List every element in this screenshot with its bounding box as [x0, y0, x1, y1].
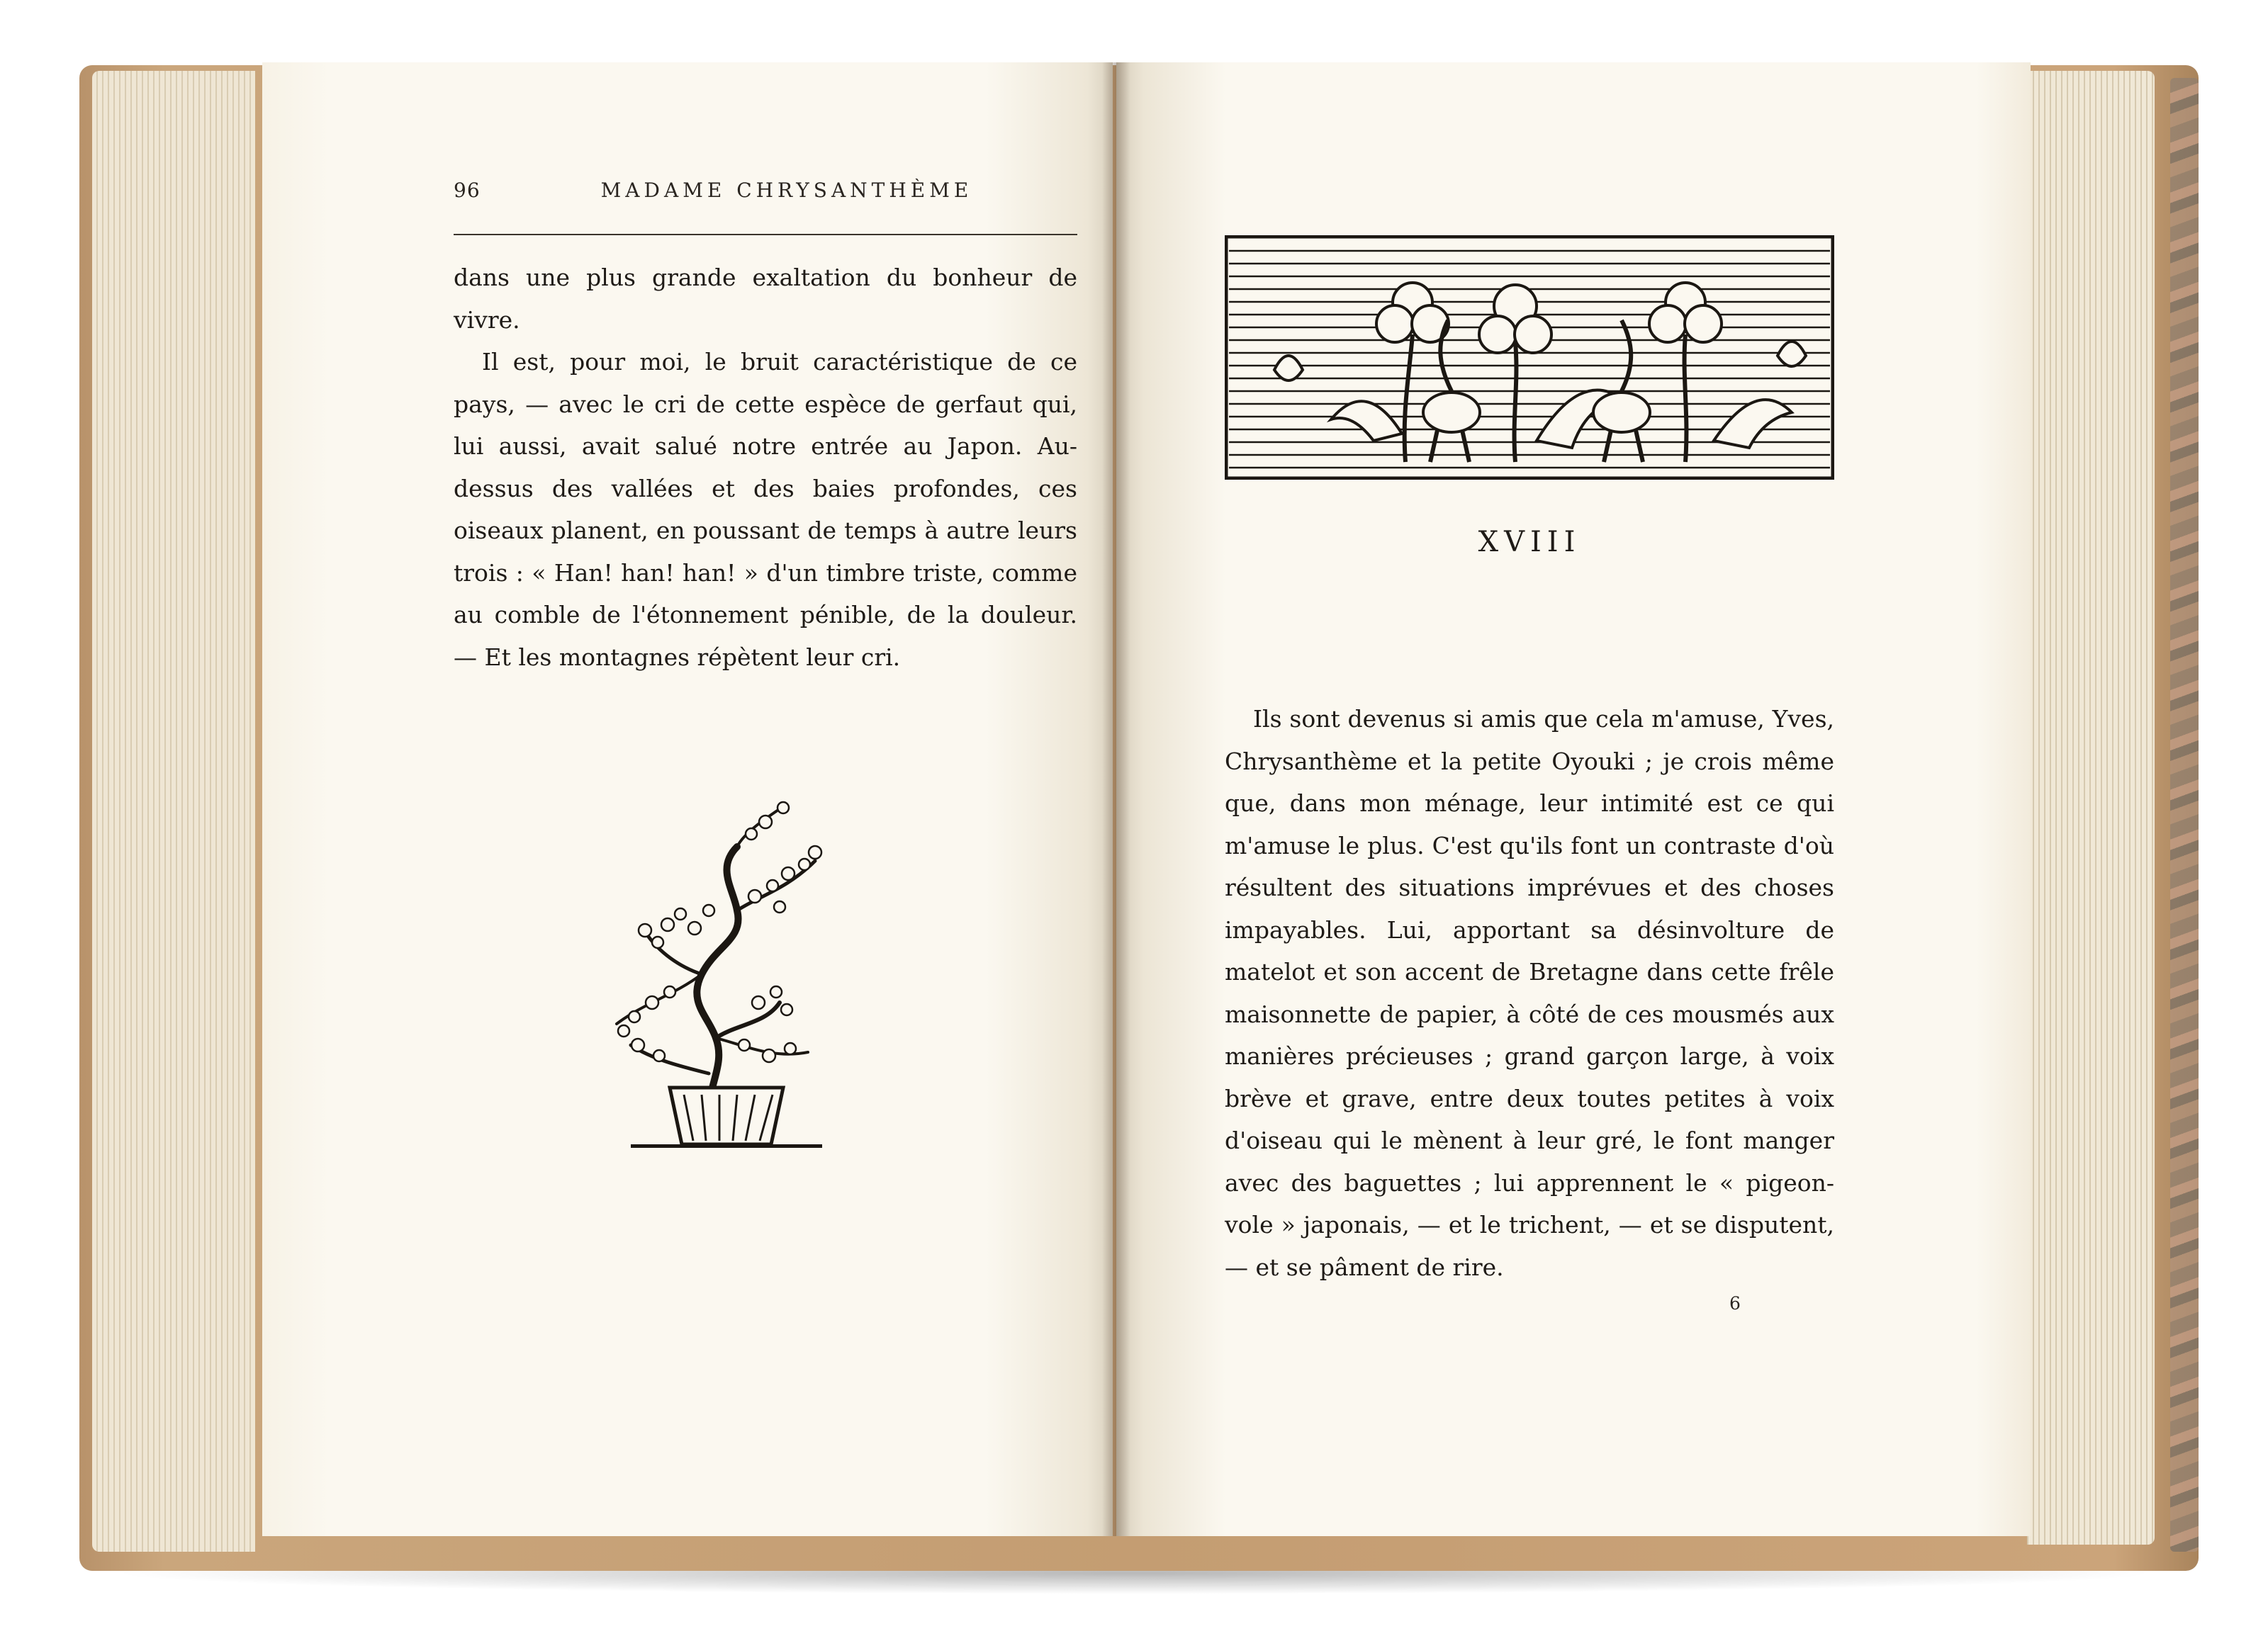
header-rule [454, 234, 1077, 235]
chapter-number: XVIII [1478, 526, 1581, 558]
right-page-text [1225, 698, 1834, 1288]
page-edges-left [92, 71, 255, 1552]
marbled-endpaper [2170, 78, 2199, 1552]
left-page-text [454, 256, 1077, 678]
blossom-tree-illustration [602, 790, 850, 1173]
left-paragraph-1: dans une plus grande exaltation du bonheur de vivre. [454, 264, 1077, 334]
right-paragraph: Ils sont devenus si amis que cela m'amuse, Yves, Chrysanthème et la petite Oyouki ; je crois même que, dans mon ménage, leur intimité est ce qui m'amuse le plus. C'est qu'ils font un contraste d'où résultent des situations imprévues et des choses impayables. Lui, apportant sa désinvolture de matelot et son accent de Bretagne dans cette frêle maisonnette de papier, à côté de ces mousmés aux manières précieuses ; grand garçon large, à voix brève et grave, entre deux toutes petites à voix d'oiseau qui le mènent à leur gré, le font manger avec des baguettes ; lui apprennent le « pigeon-vole » japonais, — et le trichent, — et se disputent, — et se pâment de rire. [1225, 705, 1834, 1281]
left-paragraph-2: Il est, pour moi, le bruit caractéristique de ce pays, — avec le cri de cette espèce de gerfaut qui, lui aussi, avait salué notre entrée au Japon. Au-dessus des vallées et des baies profondes, ces oiseaux planent, en poussant de temps à autre leurs trois : « Han! han! han! » d'un timbre triste, comme au comble de l'étonnement pénible, de la douleur. — Et les montagnes répètent leur cri. [454, 348, 1077, 671]
book-gutter [1102, 62, 1130, 1536]
running-title: MADAME CHRYSANTHÈME [600, 179, 973, 202]
running-head [454, 179, 1077, 202]
page-number: 96 [454, 179, 481, 202]
signature-mark: 6 [1729, 1293, 1741, 1314]
flowers-and-birds-illustration [1225, 235, 1834, 480]
page-edges-right [2027, 71, 2155, 1545]
